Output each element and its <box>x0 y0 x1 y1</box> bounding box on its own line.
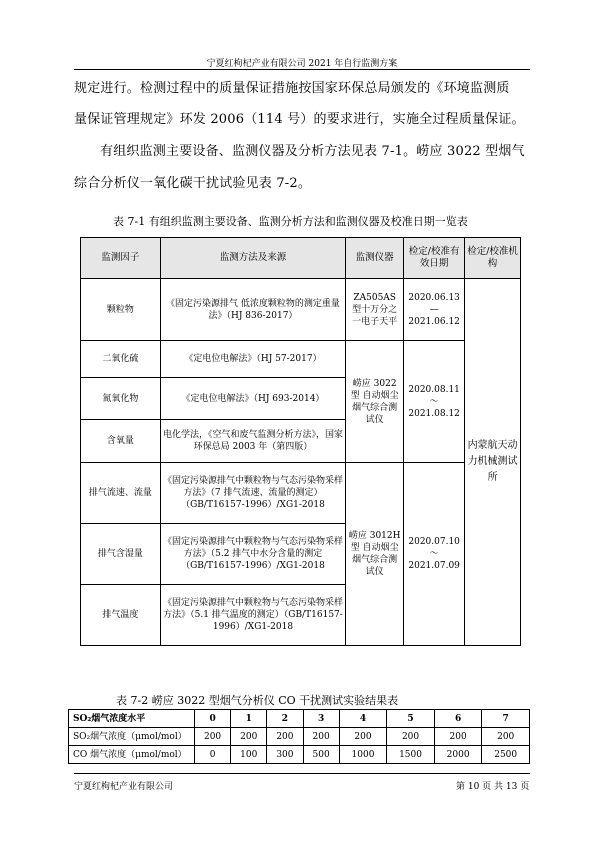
agency-cell: 内蒙航天动力机械测试所 <box>465 279 521 646</box>
value-cell: 200 <box>482 728 530 746</box>
method-cell: 《固定污染源排气 低浓度颗粒物的测定重量法》（HJ 836-2017） <box>160 279 345 341</box>
body-line-2: 量保证管理规定》环发 2006（114 号）的要求进行，实施全过程质量保证。 <box>74 112 525 127</box>
value-cell: 200 <box>303 728 339 746</box>
method-cell: 《定电位电解法》（HJ 693-2014） <box>160 378 345 420</box>
level-cell: 6 <box>434 710 482 728</box>
table1-caption: 表 7-1 有组织监测主要设备、监测分析方法和监测仪器及校准日期一览表 <box>113 215 468 228</box>
value-cell: 200 <box>339 728 387 746</box>
instrument-cell: ZA505AS 型十万分之一电子天平 <box>346 279 404 341</box>
method-cell: 《固定污染源排气中颗粒物与气态污染物采样方法》（5.2 排气中水分含量的测定（GB/T16157-1996）/XG1-2018 <box>160 524 345 585</box>
body-line-1: 规定进行。检测过程中的质量保证措施按国家环保总局颁发的《环境监测质 <box>74 81 510 96</box>
value-cell: 2000 <box>434 746 482 764</box>
col-header-factor: 监测因子 <box>81 238 161 279</box>
value-cell: 300 <box>267 746 303 764</box>
body-line-4: 综合分析仪一氧化碳干扰试验见表 7-2。 <box>74 176 312 191</box>
value-cell: 200 <box>231 728 267 746</box>
value-cell: 200 <box>267 728 303 746</box>
value-cell: 200 <box>195 728 231 746</box>
factor-cell: 含氧量 <box>81 420 161 463</box>
instrument-cell: 崂应 3012H 型 自动烟尘烟气综合测试仪 <box>346 463 404 646</box>
col-header-date: 检定/校准有效日期 <box>404 238 465 279</box>
level-cell: 2 <box>267 710 303 728</box>
footer-company: 宁夏红枸杞产业有限公司 <box>74 782 174 792</box>
factor-cell: 二氧化硫 <box>81 341 161 378</box>
level-cell: 4 <box>339 710 387 728</box>
value-cell: 1000 <box>339 746 387 764</box>
page-header: 宁夏红枸杞产业有限公司 2021 年自行监测方案 <box>206 59 398 69</box>
table2-caption: 表 7-2 崂应 3022 型烟气分析仪 CO 干扰测试实验结果表 <box>116 694 399 707</box>
method-cell: 《固定污染源排气中颗粒物与气态污染物采样方法》（5.1 排气温度的测定）（GB/T16157-1996）/XG1-2018 <box>160 585 345 646</box>
factor-cell: 颗粒物 <box>81 279 161 341</box>
level-cell: 1 <box>231 710 267 728</box>
value-cell: 100 <box>231 746 267 764</box>
equipment-table <box>80 237 521 646</box>
body-line-3: 有组织监测主要设备、监测仪器及分析方法见表 7-1。崂应 3022 型烟气 <box>100 144 525 159</box>
factor-cell: 排气温度 <box>81 585 161 646</box>
value-cell: 0 <box>195 746 231 764</box>
page-number: 第 10 页 共 13 页 <box>456 782 530 792</box>
value-cell: 200 <box>387 728 435 746</box>
factor-cell: 氮氧化物 <box>81 378 161 420</box>
method-cell: 《固定污染源排气中颗粒物与气态污染物采样方法》（7 排气流速、流量的测定）（GB/T16157-1996）/XG1-2018 <box>160 463 345 524</box>
instrument-cell: 崂应 3022 型 自动烟尘烟气综合测试仪 <box>346 341 404 463</box>
date-cell: 2020.07.10～2021.07.09 <box>404 463 465 646</box>
level-cell: 5 <box>387 710 435 728</box>
level-cell: 7 <box>482 710 530 728</box>
date-cell: 2020.06.13—2021.06.12 <box>404 279 465 341</box>
factor-cell: 排气含湿量 <box>81 524 161 585</box>
row-label-cell: CO 烟气浓度（μmol/mol） <box>69 746 195 764</box>
level-cell: 0 <box>195 710 231 728</box>
value-cell: 2500 <box>482 746 530 764</box>
method-cell: 《定电位电解法》（HJ 57-2017） <box>160 341 345 378</box>
footer-rule <box>74 773 530 774</box>
level-label-cell: SO₂烟气浓度水平 <box>69 710 195 728</box>
date-cell: 2020.08.11～2021.08.12 <box>404 341 465 463</box>
row-label-cell: SO₂烟气浓度（μmol/mol） <box>69 728 195 746</box>
method-cell: 电化学法，《空气和废气监测分析方法》，国家环保总局 2003 年（第四版） <box>160 420 345 463</box>
value-cell: 1500 <box>387 746 435 764</box>
level-cell: 3 <box>303 710 339 728</box>
factor-cell: 排气流速、流量 <box>81 463 161 524</box>
col-header-method: 监测方法及来源 <box>160 238 345 279</box>
col-header-agency: 检定/校准机构 <box>465 238 521 279</box>
co-interference-table <box>68 709 530 764</box>
header-rule <box>74 69 530 70</box>
col-header-instrument: 监测仪器 <box>346 238 404 279</box>
value-cell: 500 <box>303 746 339 764</box>
value-cell: 200 <box>434 728 482 746</box>
